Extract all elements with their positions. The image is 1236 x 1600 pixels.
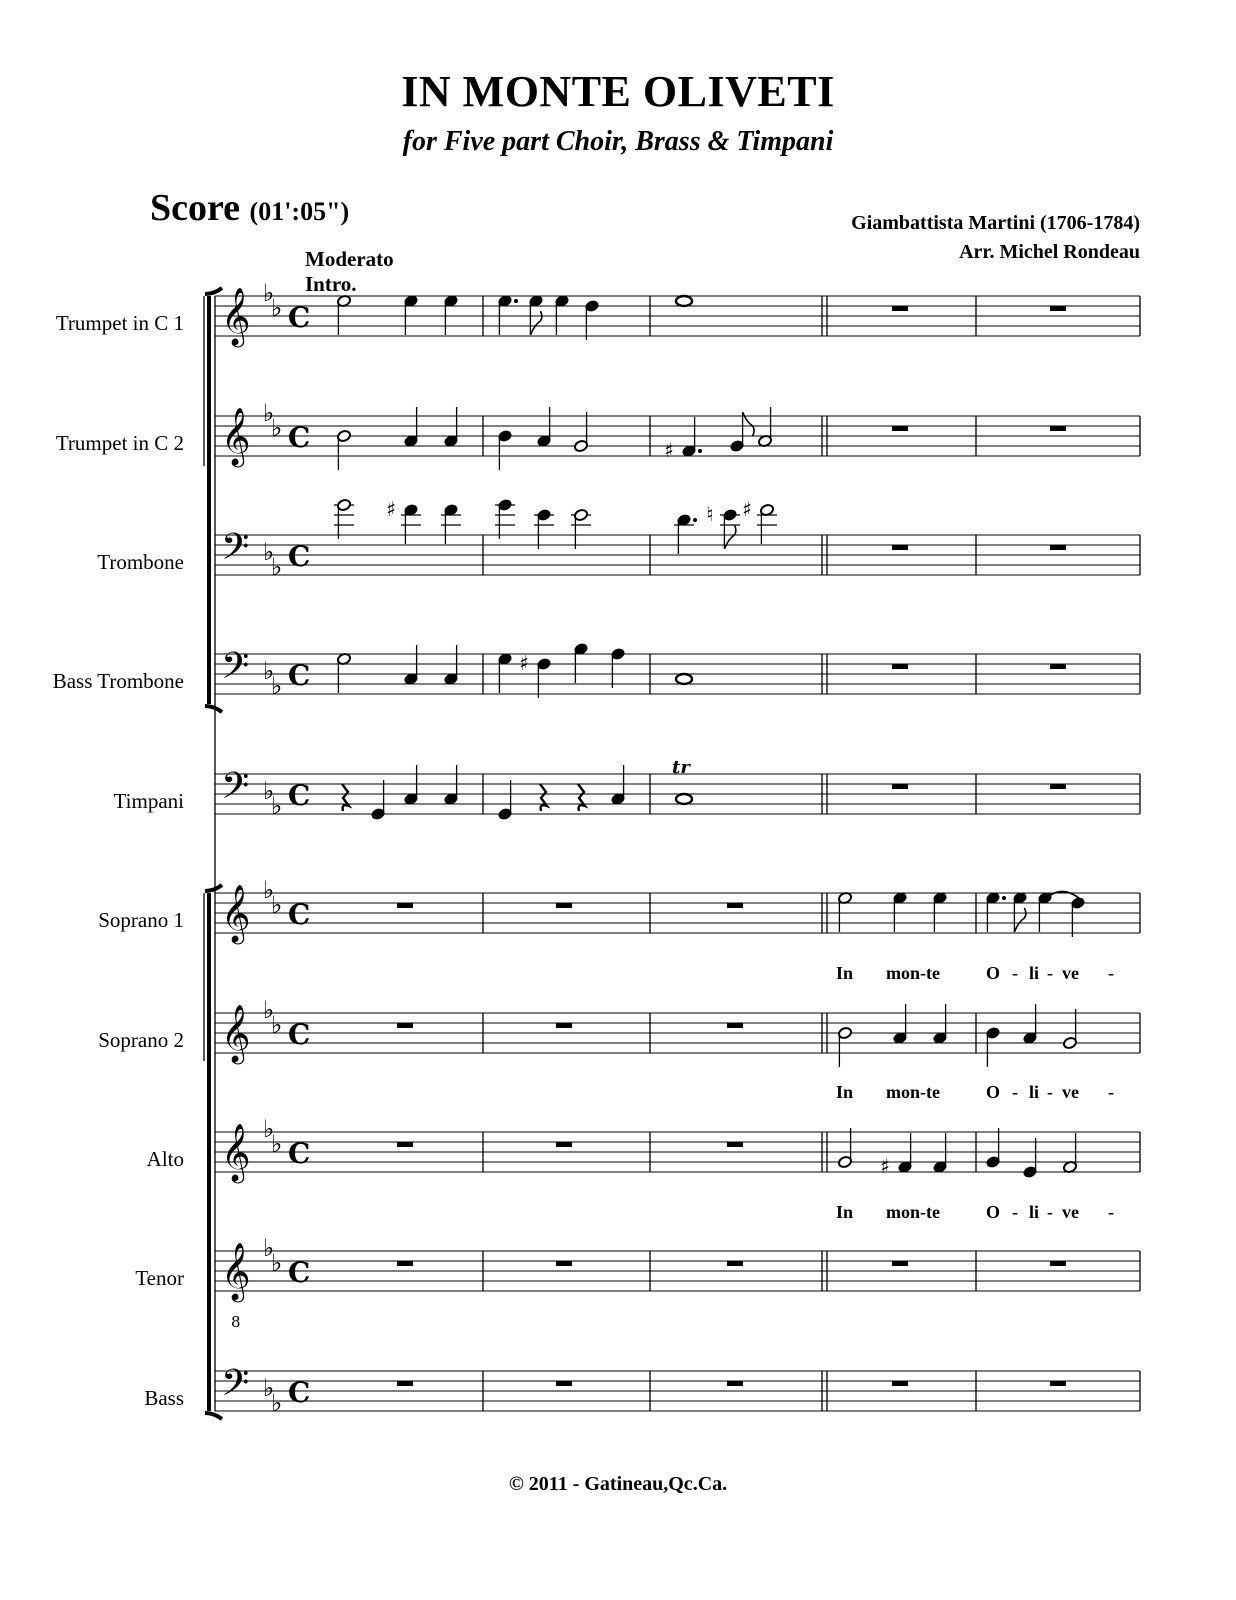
whole-rest [892, 545, 908, 550]
treble-clef-icon: 𝄞 [221, 1004, 251, 1062]
flat-icon: ♭ [271, 1389, 283, 1417]
time-signature: C [288, 301, 311, 334]
whole-note [676, 794, 692, 804]
flat-icon: ♭ [263, 876, 275, 904]
whole-rest [892, 664, 908, 669]
flat-icon: ♭ [271, 414, 283, 442]
tempo-marking: Moderato [305, 247, 394, 271]
whole-rest [1050, 426, 1066, 431]
whole-rest [1050, 306, 1066, 311]
instrument-label-tenor: Tenor [135, 1266, 184, 1290]
lyric-syllable: In [836, 1082, 854, 1102]
flat-icon: ♭ [271, 553, 283, 581]
sharp-accidental: ♯ [386, 497, 396, 521]
natural-accidental: ♮ [706, 502, 714, 526]
whole-rest [727, 1023, 743, 1028]
treble-clef-icon: 𝄞 [221, 884, 251, 942]
flat-icon: ♭ [263, 1234, 275, 1262]
lyric-hyphen: - [1012, 1082, 1018, 1102]
flat-icon: ♭ [263, 538, 275, 566]
copyright-notice: © 2011 - Gatineau,Qc.Ca. [508, 1473, 728, 1495]
treble-clef-icon: 𝄞 [221, 1242, 251, 1300]
sharp-accidental: ♯ [880, 1154, 890, 1178]
lyric-syllable: ve [1062, 963, 1079, 983]
whole-rest [727, 903, 743, 908]
brass-bracket [205, 288, 222, 712]
lyric-syllable: ve [1062, 1082, 1079, 1102]
whole-rest [397, 1142, 413, 1147]
instrument-label-trumpet-2: Trumpet in C 2 [55, 431, 184, 455]
flat-icon: ♭ [271, 1249, 283, 1277]
whole-rest [892, 1261, 908, 1266]
lyric-syllable: li [1029, 1082, 1040, 1102]
flat-icon: ♭ [263, 279, 275, 307]
flat-icon: ♭ [263, 399, 275, 427]
whole-rest [892, 426, 908, 431]
score-word: Score [150, 187, 241, 229]
bass-clef-icon: 𝄢 [221, 526, 250, 577]
whole-rest [1050, 664, 1066, 669]
eighth-flag [530, 311, 542, 335]
lyric-hyphen: - [1108, 1202, 1114, 1222]
flat-icon: ♭ [271, 1011, 283, 1039]
lyric-hyphen: - [1012, 1202, 1018, 1222]
whole-rest [1050, 1261, 1066, 1266]
flat-icon: ♭ [271, 891, 283, 919]
augmentation-dot [693, 518, 697, 522]
instrument-label-timpani: Timpani [113, 789, 184, 813]
lyric-syllable: mon-te [886, 1082, 940, 1102]
flat-icon: ♭ [271, 294, 283, 322]
sharp-accidental: ♯ [519, 651, 529, 675]
bass-clef-icon: 𝄢 [221, 1362, 250, 1413]
whole-rest [892, 784, 908, 789]
quarter-rest [578, 784, 585, 811]
time-signature: C [288, 779, 311, 812]
whole-rest [727, 1261, 743, 1266]
score-subtitle: for Five part Choir, Brass & Timpani [402, 126, 834, 157]
whole-rest [892, 306, 908, 311]
bass-clef-icon: 𝄢 [221, 645, 250, 696]
whole-rest [727, 1381, 743, 1386]
instrument-label-soprano-1: Soprano 1 [98, 908, 184, 932]
section-marking: Intro. [305, 272, 357, 296]
bass-clef-icon: 𝄢 [221, 765, 250, 816]
instrument-label-alto: Alto [146, 1147, 184, 1171]
flat-icon: ♭ [263, 1374, 275, 1402]
lyric-syllable: O [986, 1082, 1001, 1102]
sharp-accidental: ♯ [742, 497, 752, 521]
whole-rest [1050, 784, 1066, 789]
lyric-syllable: mon-te [886, 963, 940, 983]
whole-rest [397, 1023, 413, 1028]
lyric-hyphen: - [1108, 963, 1114, 983]
lyric-syllable: O [986, 963, 1001, 983]
lyric-syllable: O [986, 1202, 1001, 1222]
flat-icon: ♭ [263, 657, 275, 685]
treble-clef-icon: 𝄞 [221, 287, 251, 345]
time-signature: C [288, 1018, 311, 1051]
augmentation-dot [1002, 896, 1006, 900]
trill-mark: tr [672, 757, 690, 778]
time-signature: C [288, 421, 311, 454]
whole-rest [1050, 545, 1066, 550]
time-signature: C [288, 898, 311, 931]
time-signature: C [288, 1376, 311, 1409]
tenor-octave-mark: 8 [231, 1313, 241, 1331]
lyric-syllable: ve [1062, 1202, 1079, 1222]
whole-rest [556, 1261, 572, 1266]
composer-credit: Giambattista Martini (1706-1784) [851, 212, 1140, 234]
eighth-flag [1014, 908, 1026, 932]
whole-rest [556, 1142, 572, 1147]
whole-rest [727, 1142, 743, 1147]
lyric-syllable: In [836, 1202, 854, 1222]
whole-rest [397, 1381, 413, 1386]
time-signature: C [288, 1256, 311, 1289]
lyric-hyphen: - [1047, 963, 1053, 983]
lyric-syllable: In [836, 963, 854, 983]
lyric-hyphen: - [1108, 1082, 1114, 1102]
whole-rest [892, 1381, 908, 1386]
whole-rest [556, 903, 572, 908]
treble-clef-icon: 𝄞 [221, 407, 251, 465]
time-signature: C [288, 659, 311, 692]
flat-icon: ♭ [263, 996, 275, 1024]
quarter-rest [342, 784, 349, 811]
whole-note [676, 674, 692, 684]
arranger-credit: Arr. Michel Rondeau [959, 241, 1140, 263]
instrument-label-bass-trombone: Bass Trombone [52, 669, 184, 693]
time-signature: C [288, 540, 311, 573]
lyric-hyphen: - [1012, 963, 1018, 983]
flat-icon: ♭ [271, 1130, 283, 1158]
score-title: IN MONTE OLIVETI [401, 67, 835, 116]
sharp-accidental: ♯ [664, 438, 674, 462]
whole-rest [556, 1381, 572, 1386]
flat-icon: ♭ [271, 672, 283, 700]
instrument-label-trombone: Trombone [97, 550, 184, 574]
whole-rest [397, 1261, 413, 1266]
whole-rest [1050, 1381, 1066, 1386]
instrument-label-soprano-2: Soprano 2 [98, 1028, 184, 1052]
instrument-label-trumpet-1: Trumpet in C 1 [55, 311, 184, 335]
whole-rest [556, 1023, 572, 1028]
augmentation-dot [698, 449, 702, 453]
time-signature: C [288, 1137, 311, 1170]
whole-rest [397, 903, 413, 908]
duration: (01':05") [249, 197, 350, 226]
flat-icon: ♭ [263, 1115, 275, 1143]
augmentation-dot [514, 299, 518, 303]
lyric-hyphen: - [1047, 1202, 1053, 1222]
instrument-label-bass: Bass [144, 1386, 184, 1410]
flat-icon: ♭ [263, 777, 275, 805]
flat-icon: ♭ [271, 792, 283, 820]
lyric-hyphen: - [1047, 1082, 1053, 1102]
lyric-syllable: li [1029, 963, 1040, 983]
treble-clef-icon: 𝄞 [221, 1123, 251, 1181]
lyric-syllable: li [1029, 1202, 1040, 1222]
lyric-syllable: mon-te [886, 1202, 940, 1222]
quarter-rest [540, 784, 547, 811]
whole-note [676, 296, 692, 306]
